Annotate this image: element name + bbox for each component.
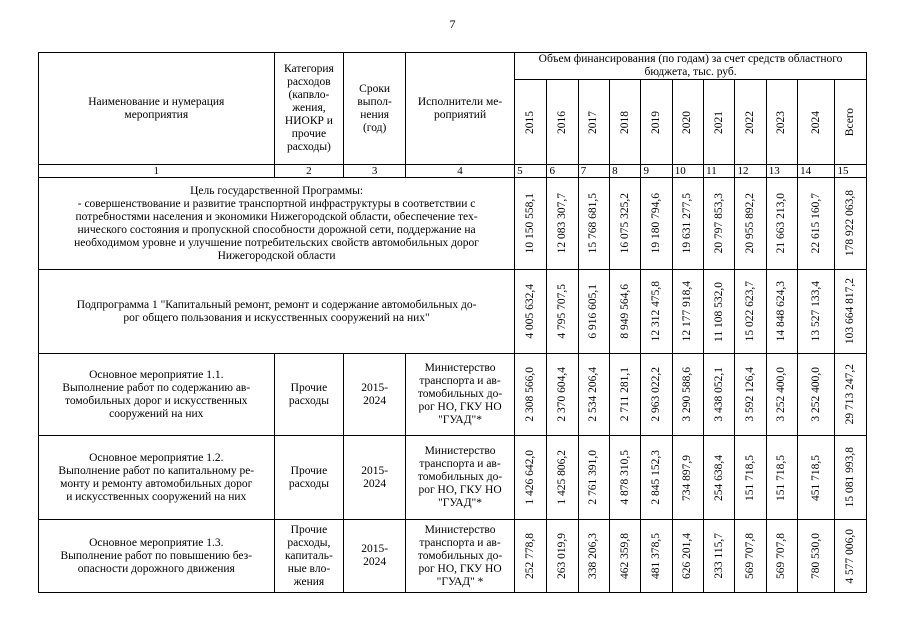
- measure-value: 3 592 126,4: [735, 354, 766, 436]
- year-header: 2021: [704, 80, 735, 165]
- measure-value: 2 761 391,0: [578, 436, 609, 520]
- text-line: Министерство: [424, 523, 496, 536]
- text-line: роприятий: [433, 108, 487, 121]
- text-line: Категория: [284, 63, 334, 75]
- text-line: Наименование и нумерация: [88, 95, 225, 108]
- measure-value: 1 425 806,2: [547, 436, 578, 520]
- column-number: 9: [641, 165, 672, 178]
- text-line: ные вло-: [287, 562, 331, 575]
- measure-value: 481 378,5: [641, 520, 672, 593]
- year-header: 2015: [515, 80, 547, 165]
- measure-value: 2 370 604,4: [547, 354, 578, 436]
- measure-value: 3 438 052,1: [704, 354, 735, 436]
- text-line: Выполнение работ по капитальному ре-: [58, 464, 255, 477]
- text-line: Основное мероприятие 1.1.: [89, 368, 224, 381]
- column-number: 11: [704, 165, 735, 178]
- text-line: расходы: [288, 394, 329, 407]
- text-line: 2015-: [361, 464, 389, 477]
- text-line: транспорта и ав-: [419, 536, 501, 549]
- subprogram-value: 13 527 133,4: [798, 270, 835, 354]
- measure-value: 4 878 310,5: [610, 436, 641, 520]
- year-header: 2017: [578, 80, 609, 165]
- column-number: 13: [766, 165, 797, 178]
- text-line: томобильных до-: [417, 549, 503, 562]
- text-line: сооружений на них: [109, 407, 204, 420]
- text-line: Основное мероприятие 1.3.: [89, 536, 224, 549]
- text-line: жения,: [292, 102, 326, 114]
- text-line: 2015-: [361, 543, 389, 555]
- measure-value: 2 845 152,3: [641, 436, 672, 520]
- measure-terms: [344, 436, 406, 520]
- goal-value: 19 180 794,6: [641, 178, 672, 270]
- measure-value: 3 252 400,0: [798, 354, 835, 436]
- header-name: [39, 53, 275, 165]
- text-line: монту и ремонту автомобильных дорог: [60, 477, 253, 490]
- year-header: 2018: [610, 80, 641, 165]
- column-number: 7: [578, 165, 609, 178]
- text-line: "ГУАД"*: [438, 497, 482, 509]
- goal-value: 19 631 277,5: [672, 178, 703, 270]
- text-line: Министерство: [424, 445, 496, 457]
- text-line: Сроки: [359, 82, 391, 95]
- text-line: нения: [360, 108, 390, 121]
- goal-value: 15 768 681,5: [578, 178, 609, 270]
- text-line: 2024: [363, 477, 387, 490]
- subprogram-value: 12 177 918,4: [672, 270, 703, 354]
- measure-value: 252 778,8: [515, 520, 547, 593]
- measure-value: 780 530,0: [798, 520, 835, 593]
- measure-executors: [405, 436, 514, 520]
- year-header: 2024: [798, 80, 835, 165]
- text-line: выпол-: [357, 95, 392, 108]
- subprogram-value: 14 848 624,3: [766, 270, 797, 354]
- measure-value: 4 577 006,0: [835, 520, 867, 593]
- measure-value: 2 308 566,0: [515, 354, 547, 436]
- column-number: 4: [405, 165, 514, 178]
- text-line: транспорта и ав-: [419, 458, 501, 470]
- text-line: томобильных до-: [417, 388, 503, 400]
- measure-name: [39, 354, 275, 436]
- goal-value: 16 075 325,2: [610, 178, 641, 270]
- text-line: Цель государственной Программы:: [190, 184, 364, 197]
- goal-value: 22 615 160,7: [798, 178, 835, 270]
- measure-terms: [344, 520, 406, 593]
- year-header: Всего: [835, 80, 867, 165]
- text-line: 2015-: [361, 381, 389, 394]
- text-line: транспорта и ав-: [419, 375, 501, 387]
- text-line: прочие: [291, 128, 327, 140]
- text-line: капиталь-: [284, 549, 333, 562]
- subprogram-value: 4 795 707,5: [547, 270, 578, 354]
- text-line: Прочие: [290, 464, 328, 477]
- goal-value: 20 955 892,2: [735, 178, 766, 270]
- text-line: расходы): [286, 141, 331, 153]
- text-line: рог НО, ГКУ НО: [418, 484, 502, 496]
- header-category: [274, 53, 344, 165]
- column-number: 2: [274, 165, 344, 178]
- text-line: (капвло-: [288, 89, 330, 101]
- text-line: потребностями населения и экономики Нижегородской области, обеспечение тех-: [75, 210, 478, 223]
- funding-table: [38, 52, 867, 593]
- column-number: 14: [798, 165, 835, 178]
- measure-value: 569 707,8: [766, 520, 797, 593]
- measure-terms: [344, 354, 406, 436]
- year-header: 2023: [766, 80, 797, 165]
- measure-category: [274, 354, 344, 436]
- measure-value: 151 718,5: [766, 436, 797, 520]
- measure-value: 29 713 247,2: [835, 354, 867, 436]
- measure-executors: [405, 354, 514, 436]
- goal-value: 10 150 558,1: [515, 178, 547, 270]
- goal-value: 178 922 063,8: [835, 178, 867, 270]
- measure-value: 254 638,4: [704, 436, 735, 520]
- goal-text: [39, 178, 515, 270]
- measure-value: 734 897,9: [672, 436, 703, 520]
- text-line: Нижегородской области: [217, 249, 336, 262]
- measure-category: [274, 436, 344, 520]
- text-line: бюджета, тыс. руб.: [644, 66, 737, 78]
- subprogram-value: 11 108 532,0: [704, 270, 735, 354]
- measure-category: [274, 520, 344, 593]
- year-header: 2016: [547, 80, 578, 165]
- column-number: 5: [515, 165, 547, 178]
- text-line: "ГУАД"*: [438, 414, 482, 426]
- subprogram-value: 12 312 475,8: [641, 270, 672, 354]
- column-number: 15: [835, 165, 867, 178]
- measure-value: 338 206,3: [578, 520, 609, 593]
- column-number: 10: [672, 165, 703, 178]
- measure-value: 3 252 400,0: [766, 354, 797, 436]
- measure-value: 2 711 281,1: [610, 354, 641, 436]
- measure-value: 1 426 642,0: [515, 436, 547, 520]
- measure-value: 451 718,5: [798, 436, 835, 520]
- text-line: НИОКР и: [284, 115, 333, 127]
- subprogram-value: 8 949 564,6: [610, 270, 641, 354]
- text-line: Подпрограмма 1 "Капитальный ремонт, ремонт и содержание автомобильных до-: [76, 298, 477, 311]
- subprogram-value: 6 916 605,1: [578, 270, 609, 354]
- column-number: 1: [39, 165, 275, 178]
- measure-name: [39, 520, 275, 593]
- text-line: "ГУАД" *: [436, 575, 484, 588]
- text-line: Объем финансирования (по годам) за счет средств областного: [538, 53, 843, 65]
- text-line: Прочие: [290, 523, 328, 536]
- text-line: Основное мероприятие 1.2.: [89, 451, 224, 464]
- text-line: Выполнение работ по содержанию ав-: [62, 381, 251, 394]
- text-line: Прочие: [290, 381, 328, 394]
- text-line: 2024: [363, 394, 387, 407]
- measure-value: 569 707,8: [735, 520, 766, 593]
- column-number: 3: [344, 165, 406, 178]
- text-line: - совершенствование и развитие транспортной инфраструктуры в соответствии с: [77, 197, 476, 210]
- text-line: рог НО, ГКУ НО: [418, 562, 502, 575]
- header-terms: [344, 53, 406, 165]
- goal-value: 20 797 853,3: [704, 178, 735, 270]
- year-header: 2019: [641, 80, 672, 165]
- text-line: (год): [362, 121, 387, 134]
- text-line: необходимом уровне и улучшение потребительских свойств автомобильных дорог: [74, 236, 479, 249]
- subprogram-text: [39, 270, 515, 354]
- measure-executors: [405, 520, 514, 593]
- text-line: жения: [293, 575, 325, 588]
- year-header: 2020: [672, 80, 703, 165]
- measure-value: 462 359,8: [610, 520, 641, 593]
- subprogram-value: 103 664 817,2: [835, 270, 867, 354]
- header-executors: [405, 53, 514, 165]
- text-line: мероприятия: [124, 108, 189, 121]
- measure-name: [39, 436, 275, 520]
- text-line: нического состояния и пропускной способности дорожной сети, поддержание на: [77, 223, 476, 236]
- measure-value: 151 718,5: [735, 436, 766, 520]
- subprogram-value: 15 022 623,7: [735, 270, 766, 354]
- measure-value: 626 201,4: [672, 520, 703, 593]
- year-header: 2022: [735, 80, 766, 165]
- text-line: расходы: [288, 477, 329, 490]
- column-number: 6: [547, 165, 578, 178]
- goal-value: 12 083 307,7: [547, 178, 578, 270]
- column-number: 8: [610, 165, 641, 178]
- goal-value: 21 663 213,0: [766, 178, 797, 270]
- text-line: расходы,: [287, 536, 331, 549]
- page-number: 7: [449, 17, 456, 31]
- measure-value: 233 115,7: [704, 520, 735, 593]
- measure-value: 3 290 588,6: [672, 354, 703, 436]
- text-line: рог НО, ГКУ НО: [418, 401, 502, 413]
- text-line: 2024: [363, 556, 387, 568]
- text-line: расходов: [287, 76, 331, 88]
- header-funding: [515, 53, 867, 80]
- text-line: рог общего пользования и искусственных сооружений на них": [123, 311, 430, 324]
- text-line: Исполнители ме-: [417, 95, 503, 108]
- measure-value: 263 019,9: [547, 520, 578, 593]
- text-line: Министерство: [424, 362, 496, 374]
- text-line: опасности дорожного движения: [77, 562, 235, 575]
- text-line: томобильных дорог и искусственных: [64, 394, 248, 407]
- measure-value: 2 963 022,2: [641, 354, 672, 436]
- text-line: Выполнение работ по повышению без-: [60, 549, 253, 562]
- subprogram-value: 4 005 632,4: [515, 270, 547, 354]
- text-line: и искусственных сооружений на них: [66, 490, 247, 503]
- measure-value: 2 534 206,4: [578, 354, 609, 436]
- column-number: 12: [735, 165, 766, 178]
- measure-value: 15 081 993,8: [835, 436, 867, 520]
- text-line: томобильных до-: [417, 471, 503, 483]
